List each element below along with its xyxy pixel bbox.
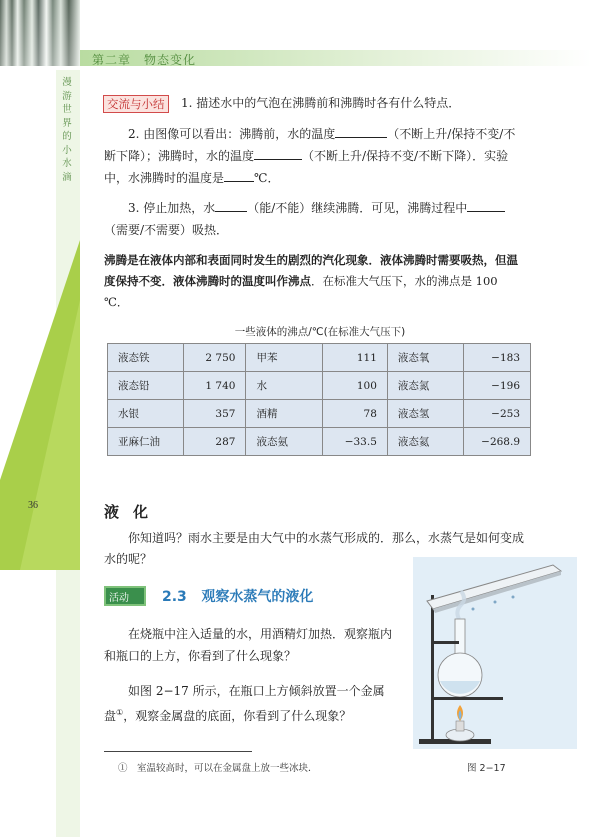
side-section-title: 漫游世界的小水滴 xyxy=(62,77,72,183)
question-2-part-b: （不断上升/保持不变/不断下降）；沸腾时，水的温度 xyxy=(104,127,516,163)
table-row xyxy=(108,344,531,372)
chapter-title: 第二章 物态变化 xyxy=(92,53,197,67)
boiling-point-cell: 2 750 xyxy=(184,344,246,372)
boiling-point-cell: 111 xyxy=(322,344,387,372)
waterfall-photo-overlay xyxy=(0,0,80,66)
table-row xyxy=(108,428,531,456)
boiling-point-cell: 357 xyxy=(184,400,246,428)
question-1: 1. 描述水中的气泡在沸腾前和沸腾时各有什么特点． xyxy=(181,96,461,110)
experiment-step-1: 在烧瓶中注入适量的水，用酒精灯加热．观察瓶内和瓶口的上方，你看到了什么现象？ xyxy=(104,627,393,663)
activity-icon xyxy=(104,586,146,606)
answer-blank[interactable] xyxy=(254,147,302,160)
table-row xyxy=(108,372,531,400)
experiment-number: 2.3 xyxy=(162,589,187,605)
experiment-step-2-a: 如图 2−17 所示，在瓶口上方倾斜放置一个金属盘 xyxy=(104,684,385,723)
liquid-name-cell: 水银 xyxy=(108,400,184,428)
experiment-step-2 xyxy=(104,680,392,727)
liquid-name-cell: 液态氢 xyxy=(387,400,463,428)
experiment-title: 观察水蒸气的液化 xyxy=(201,589,314,605)
figure-caption: 图 2−17 xyxy=(467,763,506,774)
boiling-definition xyxy=(104,249,524,312)
question-3-part-b: （能/不能）继续沸腾．可见，沸腾过程中 xyxy=(247,201,468,215)
footnote: ① 室温较高时，可以在金属盘上放一些冰块． xyxy=(118,763,318,774)
question-2-part-d: ℃． xyxy=(254,171,280,185)
liquid-name-cell: 液态氮 xyxy=(387,372,463,400)
section-intro: 你知道吗？雨水主要是由大气中的水蒸气形成的．那么，水蒸气是如何变成水的呢？ xyxy=(104,531,525,566)
boiling-point-table xyxy=(107,343,531,456)
footnote-divider xyxy=(104,751,252,752)
question-3 xyxy=(104,197,520,241)
question-2-part-c: （不断上升/保持不变/不断下降）．实验中，水沸腾时的温度是 xyxy=(104,149,509,185)
table-caption: 一些液体的沸点/℃(在标准大气压下) xyxy=(234,326,406,338)
green-wedge-decoration xyxy=(0,240,80,570)
activity-icon-label: 活动 xyxy=(109,593,129,604)
question-3-part-c: （需要/不需要）吸热． xyxy=(104,223,229,237)
boiling-point-cell: −196 xyxy=(464,372,531,400)
boiling-definition-bold: 沸腾是在液体内部和表面同时发生的剧烈的汽化现象．液体沸腾时需要吸热，但温度保持不变．液体沸腾时的温度叫作沸点 xyxy=(104,253,518,288)
boiling-point-cell: −33.5 xyxy=(322,428,387,456)
question-2-part-a: 2. 由图像可以看出：沸腾前，水的温度 xyxy=(128,127,336,141)
section-title: 液化 xyxy=(104,503,163,521)
question-2 xyxy=(104,123,520,189)
table-row xyxy=(108,400,531,428)
question-3-part-a: 3. 停止加热，水 xyxy=(128,201,216,215)
answer-blank[interactable] xyxy=(224,169,254,182)
answer-blank[interactable] xyxy=(467,199,505,212)
boiling-definition-normal: ．在标准大气压下，水的沸点是 100 ℃． xyxy=(104,274,498,309)
liquid-name-cell: 甲苯 xyxy=(246,344,322,372)
liquid-name-cell: 液态氨 xyxy=(246,428,322,456)
boiling-point-cell: 287 xyxy=(184,428,246,456)
boiling-point-cell: −253 xyxy=(464,400,531,428)
footnote-marker: ① xyxy=(116,708,124,717)
boiling-point-cell: −268.9 xyxy=(464,428,531,456)
figure-2-17-illustration xyxy=(413,557,577,749)
boiling-point-cell: 1 740 xyxy=(184,372,246,400)
page-number: 36 xyxy=(28,500,38,511)
liquid-name-cell: 液态铁 xyxy=(108,344,184,372)
answer-blank[interactable] xyxy=(335,125,387,138)
liquid-name-cell: 酒精 xyxy=(246,400,322,428)
boiling-point-cell: 100 xyxy=(322,372,387,400)
liquid-name-cell: 水 xyxy=(246,372,322,400)
summary-tag: 交流与小结 xyxy=(103,95,169,113)
experiment-heading xyxy=(162,586,313,606)
experiment-step-2-b: ，观察金属盘的底面，你看到了什么现象？ xyxy=(123,709,352,723)
liquid-name-cell: 液态铅 xyxy=(108,372,184,400)
answer-blank[interactable] xyxy=(215,199,247,212)
liquid-name-cell: 液态氦 xyxy=(387,428,463,456)
boiling-point-cell: 78 xyxy=(322,400,387,428)
liquid-name-cell: 亚麻仁油 xyxy=(108,428,184,456)
boiling-point-cell: −183 xyxy=(464,344,531,372)
liquid-name-cell: 液态氧 xyxy=(387,344,463,372)
